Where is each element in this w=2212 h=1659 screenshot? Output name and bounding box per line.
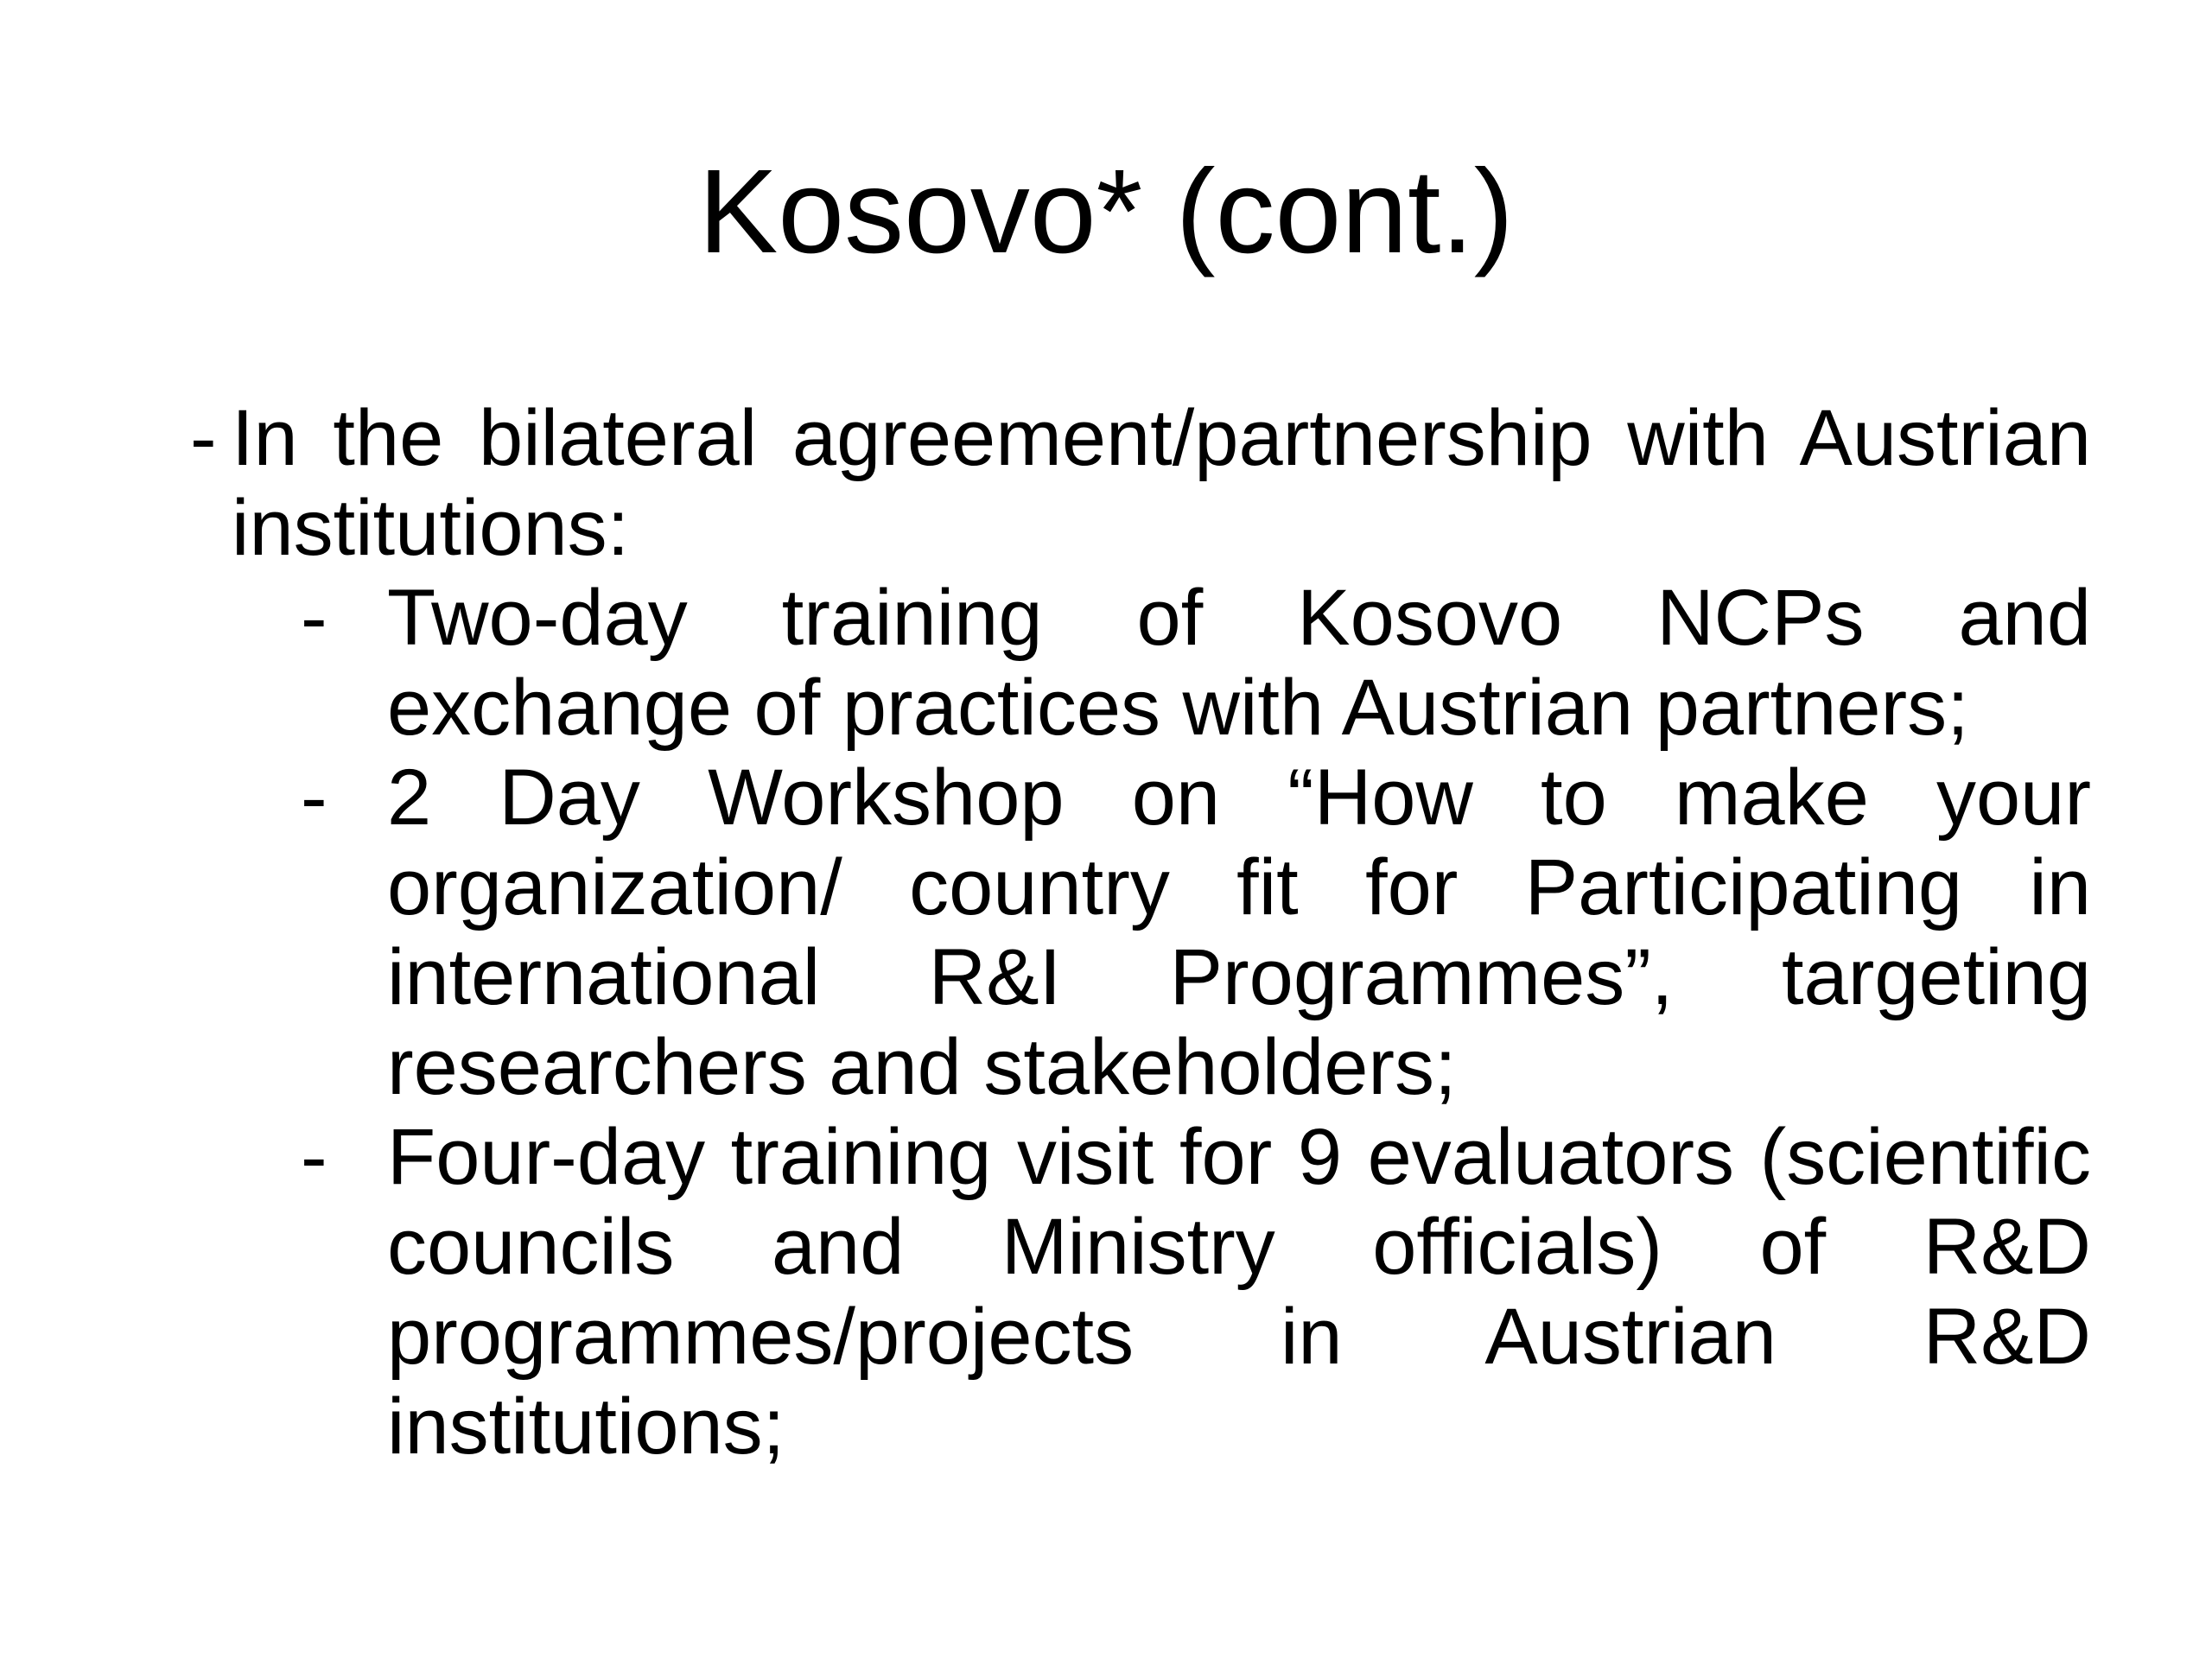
slide-title: Kosovo* (cont.) [698,145,1514,278]
sub-bullet-text: Four-day training visit for 9 evaluators (scientific councils and Ministry officials) of R&D programmes/projects in Austrian R&D institutions; [387,1113,2091,1471]
bullet-text: In the bilateral agreement/partnership with Austrian institutions: [232,394,2091,572]
bullet-main [190,393,2091,573]
sub-bullet-ncp-training [301,573,2091,753]
sub-bullet-text: 2 Day Workshop on “How to make your organization/ country fit for Participating in international R&I Programmes”, targeting researchers and stakeholders; [387,753,2091,1111]
sub-bullet-marker: - [301,574,327,662]
sub-bullet-text: Two-day training of Kosovo NCPs and exchange of practices with Austrian partners; [387,574,2091,752]
slide-body [190,393,2091,1471]
sub-bullet-marker: - [301,753,327,842]
bullet-marker: - [190,394,217,482]
sub-bullet-marker: - [301,1113,327,1201]
sub-bullet-workshop [301,753,2091,1112]
sub-bullet-evaluators-visit [301,1112,2091,1471]
